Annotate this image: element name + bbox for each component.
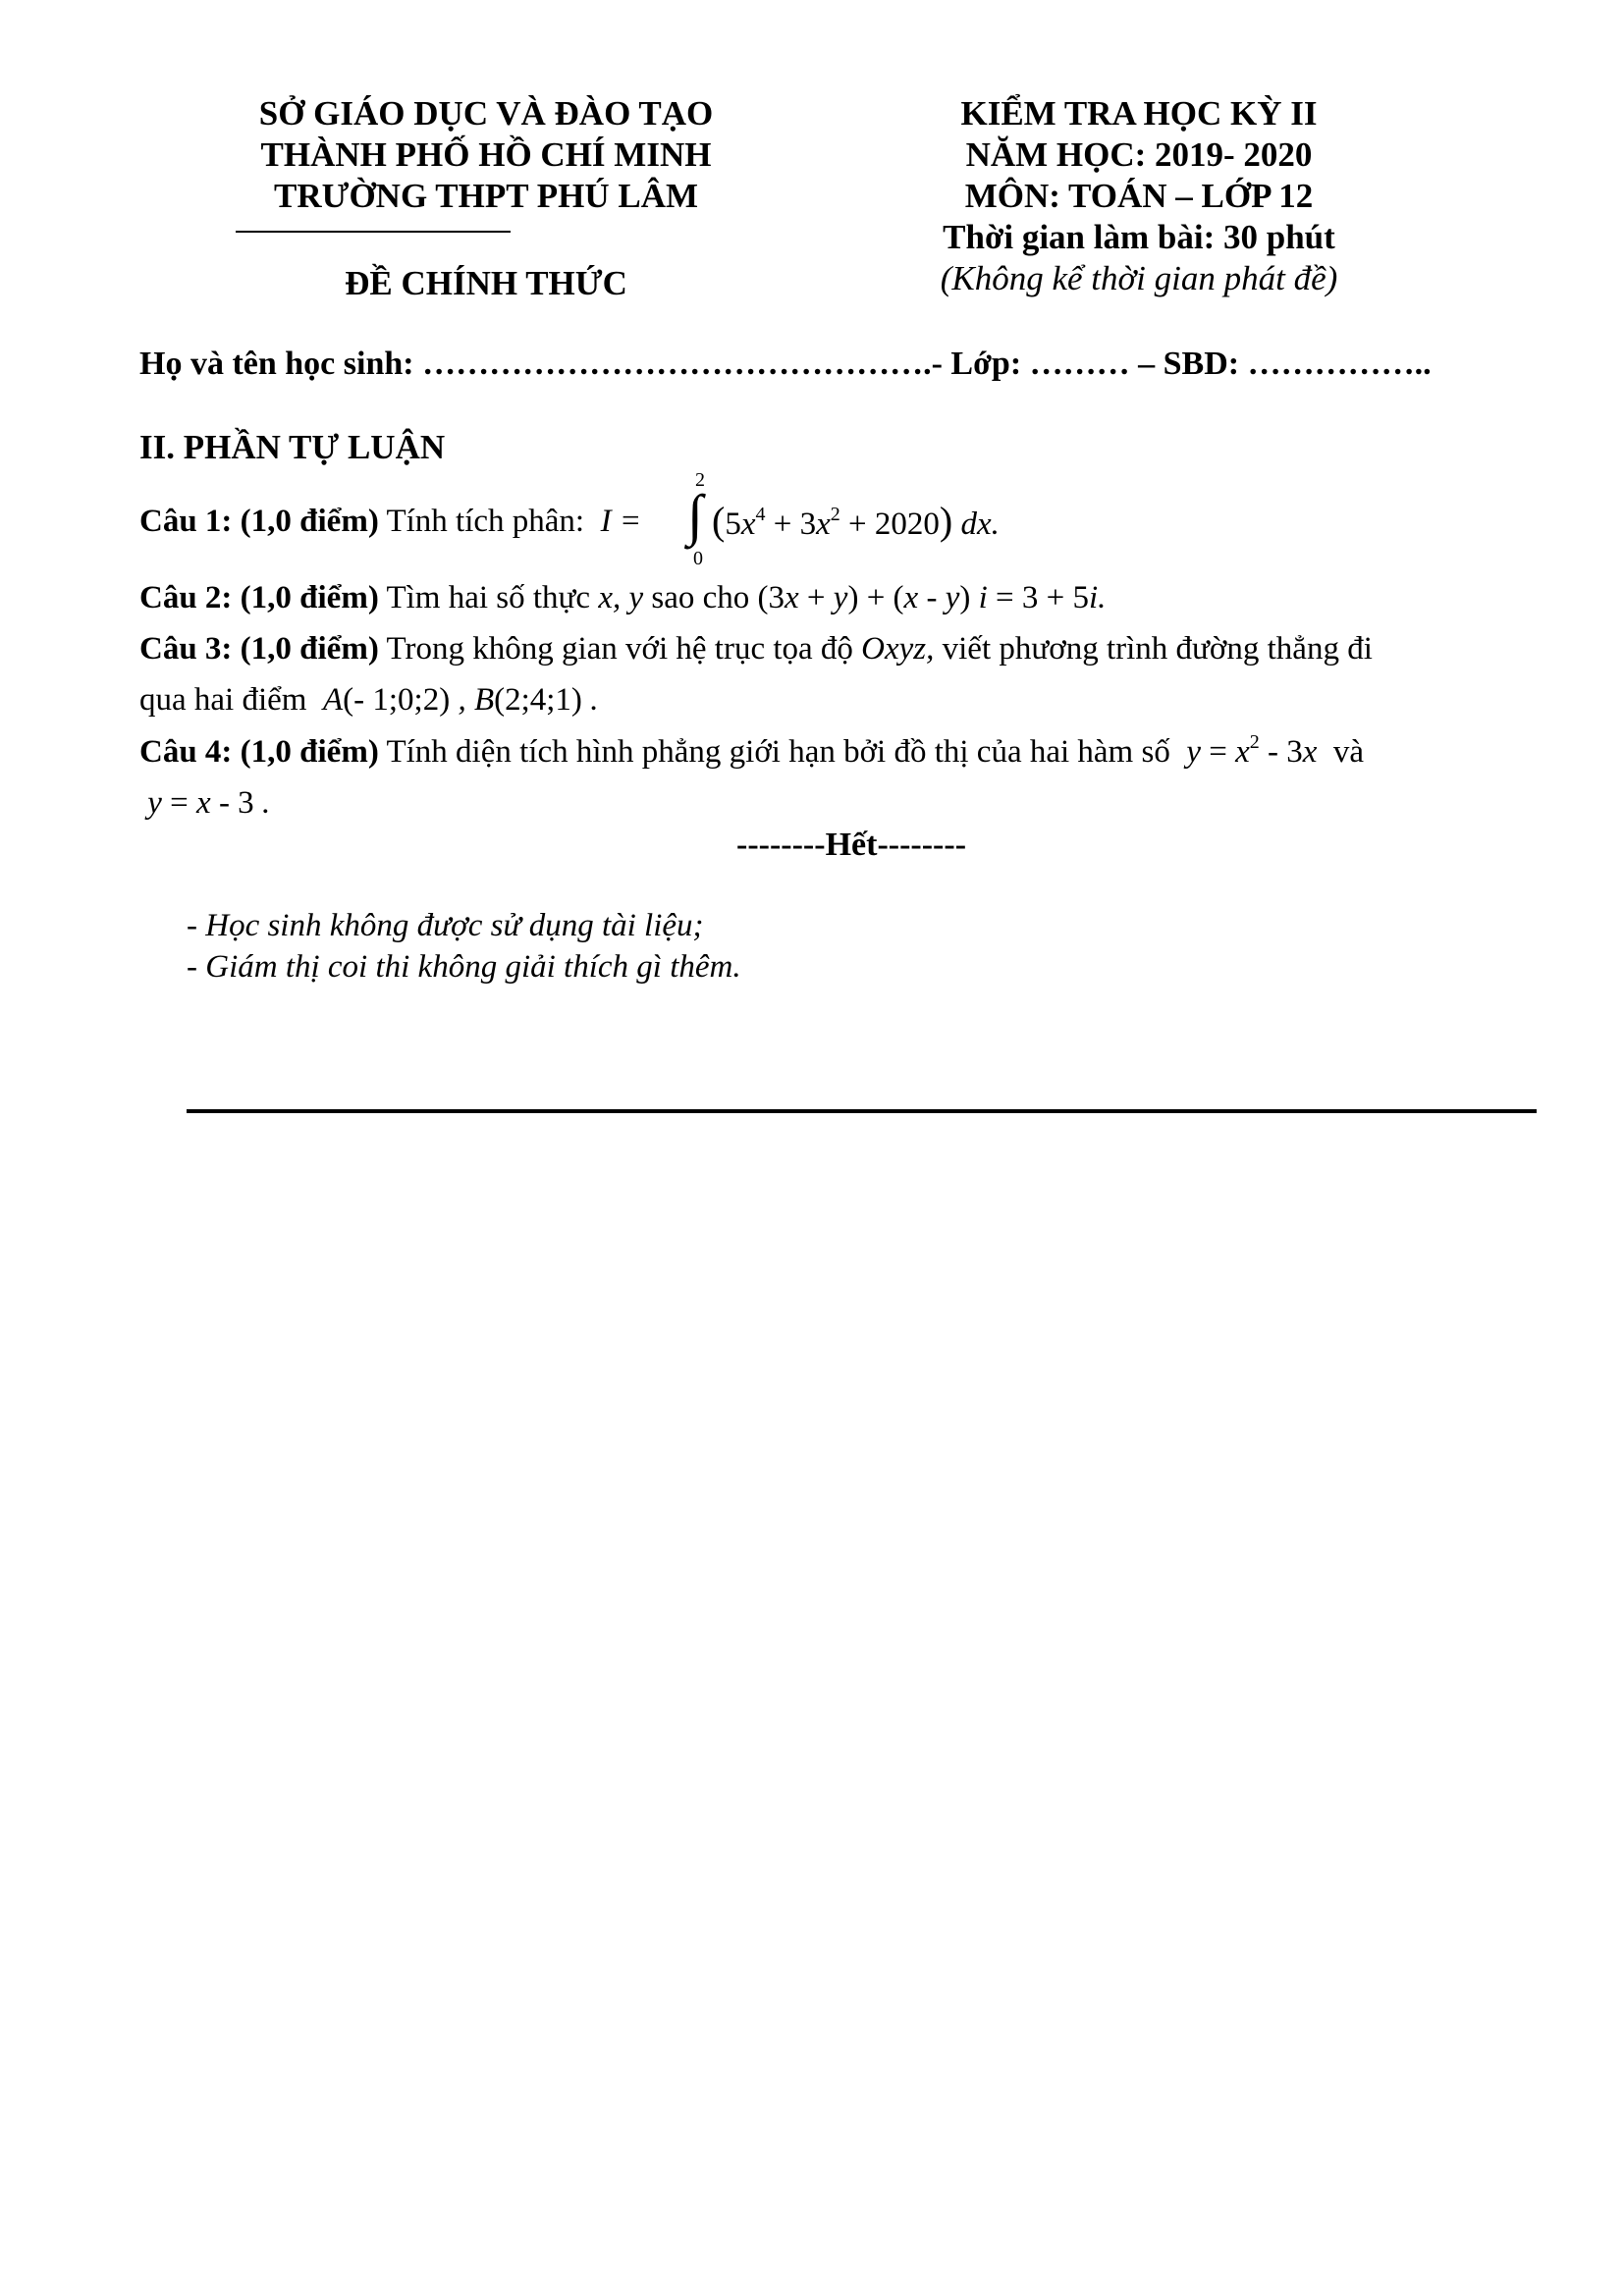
question-1 bbox=[139, 501, 641, 542]
integral-lower-limit: 0 bbox=[693, 548, 703, 569]
question-3-line-2 bbox=[139, 679, 598, 721]
question-2 bbox=[139, 577, 1106, 618]
integral-upper-limit: 2 bbox=[695, 469, 705, 491]
integral-icon: ∫ bbox=[687, 483, 703, 547]
question-4 bbox=[139, 731, 1364, 773]
section-title: II. PHẦN TỰ LUẬN bbox=[139, 428, 446, 466]
exam-title: KIỂM TRA HỌC KỲ II bbox=[960, 94, 1318, 133]
question-1-integrand: $(5x^4 + 3x^2 + 2020)$ dx. bbox=[712, 499, 1000, 543]
question-4-text-b: và bbox=[1332, 734, 1365, 770]
question-3-points: A(- 1;0;2) , B(2;4;1) . bbox=[314, 682, 599, 718]
note-item: - Giám thị coi thi không giải thích gì thêm. bbox=[187, 949, 741, 985]
exam-duration: Thời gian làm bài: 30 phút bbox=[943, 218, 1335, 256]
header-divider bbox=[236, 231, 511, 233]
question-3-text-a: Trong không gian với hệ trục tọa độ bbox=[386, 631, 853, 667]
question-4-line-2 bbox=[139, 782, 270, 824]
school-year: NĂM HỌC: 2019- 2020 bbox=[965, 135, 1313, 174]
student-info-line: Họ và tên học sinh: ……………………………………….- Lớp: ……… – SBD: …………….. bbox=[139, 346, 1432, 382]
note-item: - Học sinh không được sử dụng tài liệu; bbox=[187, 908, 704, 943]
header-right bbox=[844, 93, 1434, 299]
question-4-function-2: y = x - 3 . bbox=[139, 785, 271, 821]
question-2-vars: x, y bbox=[598, 580, 644, 615]
school-name: TRƯỜNG THPT PHÚ LÂM bbox=[273, 177, 698, 215]
question-4-function-1: $y = x^2 - 3x$ bbox=[1178, 731, 1326, 770]
question-4-text-a: Tính diện tích hình phẳng giới hạn bởi đồ thị của hai hàm số bbox=[386, 734, 1170, 770]
official-exam-label: ĐỀ CHÍNH THỨC bbox=[345, 264, 627, 302]
question-1-text: Tính tích phân: bbox=[386, 504, 585, 539]
department-name: SỞ GIÁO DỤC VÀ ĐÀO TẠO bbox=[258, 94, 714, 133]
question-3 bbox=[139, 628, 1373, 669]
duration-note: (Không kể thời gian phát đề) bbox=[940, 259, 1338, 297]
bottom-divider bbox=[187, 1109, 1537, 1113]
question-1-lhs: I = bbox=[592, 504, 642, 539]
question-3-text-c: qua hai điểm bbox=[139, 682, 307, 718]
end-mark: --------Hết-------- bbox=[736, 827, 967, 863]
question-3-label: Câu 3: (1,0 điểm) bbox=[139, 631, 379, 667]
question-3-system: Oxyz, bbox=[861, 631, 935, 667]
question-3-text-b: viết phương trình đường thẳng đi bbox=[942, 631, 1373, 667]
question-1-label: Câu 1: (1,0 điểm) bbox=[139, 504, 379, 539]
question-2-equation: (3x + y) + (x - y) i = 3 + 5i. bbox=[757, 580, 1107, 615]
question-2-text-a: Tìm hai số thực bbox=[386, 580, 591, 615]
subject-grade: MÔN: TOÁN – LỚP 12 bbox=[964, 177, 1314, 215]
header-left bbox=[191, 93, 781, 217]
question-4-label: Câu 4: (1,0 điểm) bbox=[139, 734, 379, 770]
question-2-text-b: sao cho bbox=[651, 580, 750, 615]
city-name: THÀNH PHỐ HỒ CHÍ MINH bbox=[260, 135, 712, 174]
question-2-label: Câu 2: (1,0 điểm) bbox=[139, 580, 379, 615]
